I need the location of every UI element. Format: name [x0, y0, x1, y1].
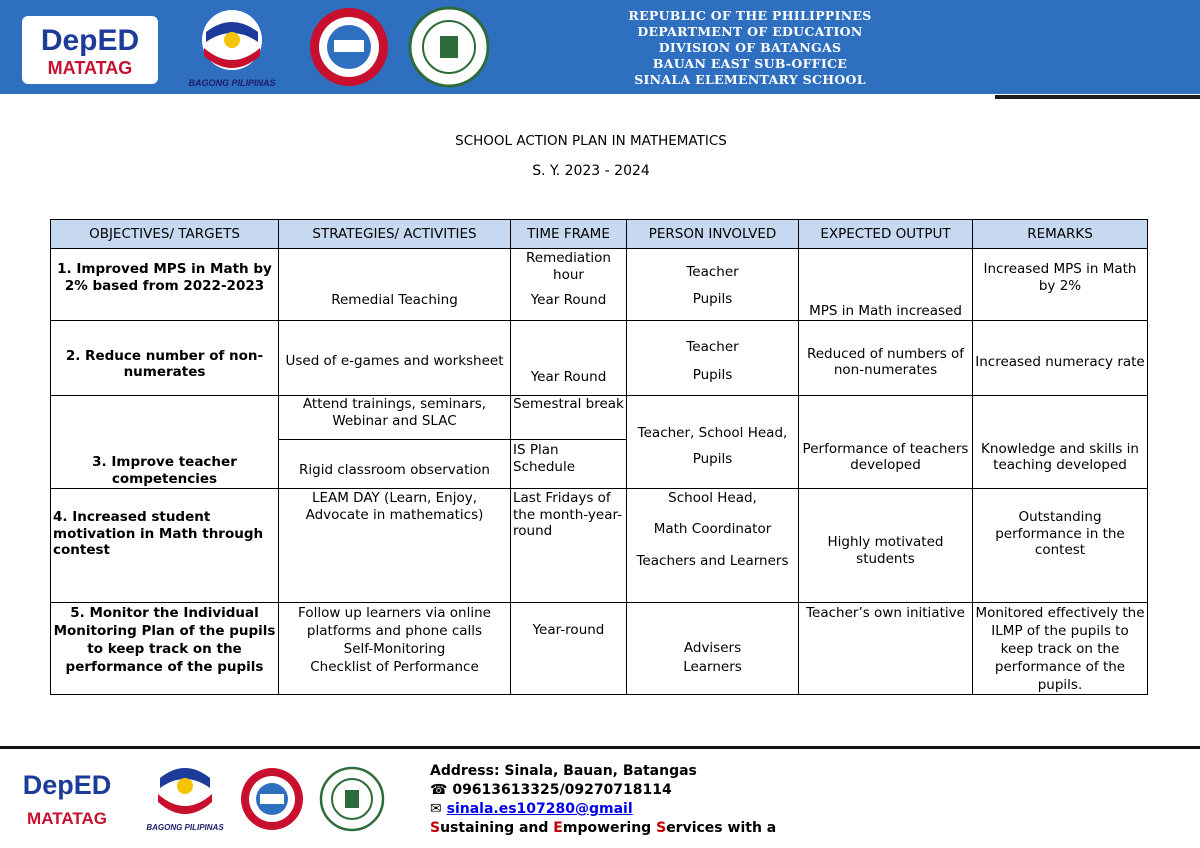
strategy-cell	[279, 321, 511, 396]
person-cell	[627, 603, 799, 695]
footer-address-line	[430, 762, 776, 781]
strategy-text: Checklist of Performance	[310, 659, 479, 675]
objective-text: 3. Improve teacher competencies	[92, 454, 237, 487]
footer-school-seal-logo	[318, 766, 386, 832]
strategy-cell	[279, 440, 511, 489]
person-text: Pupils	[692, 450, 733, 467]
footer-bagong-pilipinas-caption: BAGONG PILIPINAS	[146, 823, 224, 832]
objective-text: 5. Monitor the Individual Monitoring Plan of the pupils to keep track on the performance of the pupils	[53, 605, 276, 675]
bagong-pilipinas-caption: BAGONG PILIPINAS	[188, 78, 276, 88]
col-header-time-frame: TIME FRAME	[511, 220, 627, 249]
school-year: S. Y. 2023 - 2024	[532, 163, 650, 179]
remarks-cell	[973, 489, 1148, 603]
strategy-cell	[279, 396, 511, 440]
school-seal-logo	[404, 6, 494, 88]
motto-initial: S	[656, 820, 667, 836]
motto-initial: S	[430, 820, 441, 836]
objective-text: 4. Increased student motivation in Math through contest	[53, 509, 264, 558]
remarks-text: Increased numeracy rate	[975, 353, 1145, 370]
header-divider	[995, 95, 1200, 99]
motto-initial: E	[553, 820, 563, 836]
person-text: Pupils	[692, 290, 733, 307]
motto-text: ustaining and	[440, 820, 554, 836]
spacer	[629, 537, 796, 551]
person-text: Teacher	[686, 264, 739, 280]
time-frame-cell	[511, 396, 627, 440]
time-frame-text: Year Round	[530, 368, 607, 385]
time-frame-cell	[511, 489, 627, 603]
table-row	[51, 249, 1148, 321]
strategy-text: Used of e-games and worksheet	[285, 352, 504, 369]
phone-icon: ☎	[430, 782, 448, 798]
time-frame-text: Semestral break	[513, 396, 624, 412]
strategy-text: Follow up learners via online platforms and phone calls	[298, 605, 491, 639]
phone-value: 09613613325/09270718114	[452, 782, 672, 798]
header-line-republic: REPUBLIC OF THE PHILIPPINES	[628, 8, 872, 23]
objective-text: 2. Reduce number of non-	[65, 347, 264, 364]
spacer	[629, 356, 796, 367]
strategy-text: Self-Monitoring	[343, 641, 446, 657]
objective-cell	[51, 321, 279, 396]
strategy-text: Attend trainings, seminars, Webinar and SLAC	[302, 396, 487, 429]
time-frame-cell	[511, 440, 627, 489]
table-row	[51, 321, 1148, 396]
address-label: Address:	[430, 763, 500, 779]
remarks-cell	[973, 603, 1148, 695]
time-frame-text: Remediation hour	[526, 250, 611, 283]
table-row	[51, 603, 1148, 695]
col-header-remarks: REMARKS	[973, 220, 1148, 249]
deped-wordmark: DepED	[40, 24, 140, 57]
document-title: SCHOOL ACTION PLAN IN MATHEMATICS	[455, 133, 727, 149]
time-frame-text: Year-round	[532, 622, 605, 638]
table-row	[51, 396, 1148, 440]
output-text: Highly motivated students	[827, 534, 944, 567]
spacer	[513, 283, 624, 292]
remarks-text: Monitored effectively the ILMP of the pupils to keep track on the performance of the pupils.	[975, 605, 1145, 693]
strategy-text: Remedial Teaching	[331, 291, 458, 308]
output-text: Teacher’s own initiative	[806, 605, 965, 621]
person-cell	[627, 249, 799, 321]
remarks-cell	[973, 249, 1148, 321]
footer-division-seal-logo	[238, 766, 306, 832]
output-cell	[799, 396, 973, 489]
objective-cell	[51, 396, 279, 489]
division-seal-logo	[304, 6, 394, 88]
remarks-cell	[973, 321, 1148, 396]
remarks-text: Increased MPS in Math by 2%	[983, 261, 1137, 294]
bagong-pilipinas-logo	[168, 2, 296, 90]
strategy-cell	[279, 249, 511, 321]
agency-heading	[560, 8, 940, 88]
deped-matatag-logo	[20, 8, 160, 88]
footer-deped-matatag-logo	[14, 762, 120, 838]
footer-phone-line	[430, 781, 776, 800]
person-text: School Head,	[668, 490, 757, 506]
col-header-strategies: STRATEGIES/ ACTIVITIES	[279, 220, 511, 249]
motto-text: ervices with a	[666, 820, 777, 836]
address-value: Sinala, Bauan, Batangas	[504, 763, 697, 779]
footer-deped-wordmark: DepED	[22, 770, 112, 800]
person-cell	[627, 321, 799, 396]
time-frame-text: Year Round	[530, 292, 607, 308]
person-text: Pupils	[692, 366, 733, 383]
time-frame-cell	[511, 249, 627, 321]
person-cell	[627, 396, 799, 489]
remarks-cell	[973, 396, 1148, 489]
objective-cell	[51, 603, 279, 695]
person-text: Teachers and Learners	[636, 553, 789, 569]
header-line-school: SINALA ELEMENTARY SCHOOL	[634, 72, 866, 87]
output-cell	[799, 489, 973, 603]
col-header-person-involved: PERSON INVOLVED	[627, 220, 799, 249]
strategy-text: LEAM DAY (Learn, Enjoy, Advocate in mathematics)	[305, 490, 484, 523]
output-cell	[799, 603, 973, 695]
motto-text: mpowering	[562, 820, 657, 836]
person-text: Teacher, School Head,	[637, 425, 788, 441]
output-text: Reduced of numbers of non-numerates	[806, 345, 965, 378]
strategy-cell	[279, 603, 511, 695]
strategy-text: Rigid classroom observation	[299, 461, 490, 478]
time-frame-cell	[511, 321, 627, 396]
footer-email-line	[430, 800, 776, 819]
objective-text: 1. Improved MPS in Math by 2% based from 2022-2023	[57, 261, 272, 294]
output-cell	[799, 321, 973, 396]
spacer	[629, 507, 796, 521]
email-link[interactable]: sinala.es107280@gmail	[446, 801, 633, 817]
spacer	[629, 281, 796, 291]
objective-text: numerates	[123, 364, 206, 380]
footer-contact	[430, 762, 776, 838]
header-line-suboffice: BAUAN EAST SUB-OFFICE	[652, 56, 848, 71]
person-text: Advisers	[683, 639, 742, 656]
table-row	[51, 489, 1148, 603]
objective-cell	[51, 489, 279, 603]
person-cell	[627, 489, 799, 603]
action-plan-table	[50, 219, 1148, 695]
matatag-text: MATATAG	[47, 58, 133, 78]
footer-matatag-text: MATATAG	[27, 809, 107, 828]
header-line-division: DIVISION OF BATANGAS	[658, 40, 842, 55]
col-header-expected-output: EXPECTED OUTPUT	[799, 220, 973, 249]
footer-bagong-pilipinas-logo	[136, 750, 234, 836]
person-text: Learners	[683, 658, 742, 675]
col-header-objectives: OBJECTIVES/ TARGETS	[51, 220, 279, 249]
output-text: MPS in Math increased	[809, 302, 962, 319]
output-cell	[799, 249, 973, 321]
footer-divider	[0, 746, 1200, 749]
header-band	[0, 0, 1200, 94]
person-text: Math Coordinator	[653, 520, 772, 537]
footer-motto	[430, 819, 776, 838]
person-text: Teacher	[686, 339, 739, 355]
time-frame-text: IS Plan Schedule	[513, 442, 576, 475]
spacer	[629, 442, 796, 451]
objective-cell	[51, 249, 279, 321]
envelope-icon: ✉	[430, 801, 442, 817]
time-frame-cell	[511, 603, 627, 695]
header-line-department: DEPARTMENT OF EDUCATION	[637, 24, 863, 39]
remarks-text: Outstanding performance in the contest	[995, 509, 1125, 558]
strategy-cell	[279, 489, 511, 603]
table-header-row	[51, 220, 1148, 249]
time-frame-text: Last Fridays of the month-year-round	[513, 490, 623, 539]
output-text: Performance of teachers developed	[802, 440, 969, 473]
remarks-text: Knowledge and skills in teaching developed	[981, 440, 1139, 473]
